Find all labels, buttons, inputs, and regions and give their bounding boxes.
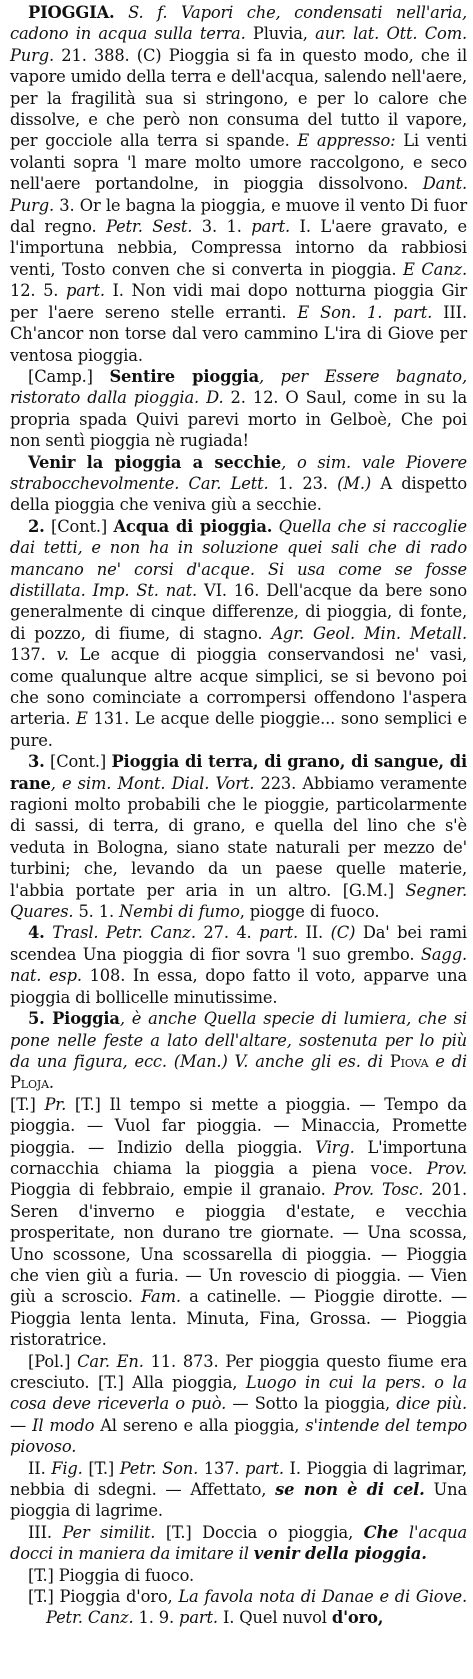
text-run: , è anche Quella specie di lumiera, che si pone nelle feste a lato dell'altare, sostenuta per lo più da una figura, ecc. (Man.) V. anche gli es. di bbox=[10, 1009, 467, 1071]
sense-4-traslato bbox=[10, 922, 467, 1008]
text-run: I. Pioggia di lagrimar, nebbia di sdegni. — Affettato, bbox=[10, 1458, 467, 1500]
text-run: A dispetto della pioggia che veniva giù a secchie. bbox=[10, 473, 467, 515]
text-run: 223. Abbiamo veramente ragioni molto probabili che le pioggie, particolarmente di sassi, di terra, di grano, e quella del lino che s'è veduta in Bologna, siano state naturali per mezzo de' turbini; che, levando da un paese quelle materie, l'abbia portate per aria in un altro. [G.M.] bbox=[10, 773, 467, 900]
text-run: Pr. bbox=[44, 1094, 67, 1114]
text-run: 2. bbox=[28, 516, 45, 536]
sense-2-acqua-di-pioggia bbox=[10, 516, 467, 751]
text-run: Pluvia, bbox=[245, 24, 316, 44]
text-run: l'acqua docci in maniera da imitare il bbox=[10, 1522, 468, 1564]
text-run: 11. 873. Per pioggia questo fiume era cresciuto. [T.] Alla pioggia, bbox=[10, 1351, 467, 1392]
text-run: 137. bbox=[198, 1458, 246, 1478]
text-run: Agr. Geol. Min. Metall. bbox=[271, 623, 467, 643]
text-run: Dant. Purg. bbox=[10, 174, 467, 215]
text-run: — Sotto la pioggia, bbox=[226, 1394, 397, 1414]
text-run: 1. 9. bbox=[133, 1608, 180, 1628]
text-run: Le acque di pioggia conservandosi ne' vasi, come qualunque altre acque simplici, se si bevono poi che sono cominciate a corrompersi offendono l'aspera arteria. bbox=[10, 645, 467, 729]
text-run: Car. En. bbox=[77, 1351, 144, 1371]
text-run: Trasl. Petr. Canz. bbox=[44, 923, 196, 943]
alla-pioggia-paragraph bbox=[10, 1351, 467, 1458]
text-run: 3. bbox=[28, 752, 45, 772]
text-run: Ploja bbox=[10, 1073, 49, 1093]
text-run: Prov. Tosc. bbox=[333, 1180, 424, 1200]
text-run: Sagg. nat. esp. bbox=[10, 944, 467, 986]
proverbs-paragraph bbox=[10, 1094, 467, 1351]
text-run: (M.) bbox=[337, 473, 372, 493]
text-run: Acqua di pioggia. bbox=[113, 516, 273, 536]
text-run: III. Ch'ancor non torse dal vero cammino L'ira di Giove per ventosa pioggia. bbox=[10, 302, 467, 365]
text-run: Pioggia di febbraio, empie il granaio. bbox=[10, 1180, 334, 1200]
text-run: Al sereno e alla pioggia, bbox=[94, 1415, 306, 1435]
text-run: , e sim. Mont. Dial. Vort. bbox=[50, 773, 255, 793]
text-run: Prov. bbox=[426, 1158, 467, 1178]
text-run: Fam. bbox=[140, 1287, 181, 1307]
text-run: Pioggia di terra, di grano, di sangue, di rane bbox=[10, 752, 467, 793]
text-run: 5. Pioggia bbox=[28, 1009, 120, 1029]
text-run: Che bbox=[363, 1522, 399, 1542]
text-run: part. bbox=[179, 1608, 218, 1628]
text-run: Quella che si raccoglie dai tetti, e non ha in soluzione quei sali che di rado mancano ne' corsi d'acque. Si usa come se fosse distillata. Imp. St. nat. bbox=[10, 516, 467, 600]
text-run: S. f. Vapori che, condensati nell'aria, cadono in acqua sulla terra. bbox=[10, 3, 467, 44]
text-run: E appresso: bbox=[297, 131, 396, 151]
text-run: part. bbox=[245, 1458, 284, 1478]
text-run: v. bbox=[56, 645, 69, 665]
text-run: Il modo bbox=[32, 1415, 95, 1435]
text-run: 12. 5. bbox=[10, 281, 66, 301]
sense-ii-figurato bbox=[10, 1458, 467, 1522]
text-run: II. bbox=[28, 1458, 52, 1478]
text-run: I. Quel nuvol bbox=[217, 1608, 332, 1628]
pioggia-d-oro bbox=[10, 1586, 467, 1629]
sense-venir-a-secchie bbox=[10, 452, 467, 516]
text-run: se non è di cel. bbox=[275, 1480, 425, 1500]
text-run: [T.] Il tempo si mette a pioggia. — Tempo da pioggia. — Vuol far pioggia. — Minaccia, Promette pioggia. — Indizio della pioggia. bbox=[10, 1094, 467, 1157]
text-run: [T.] Doccia o pioggia, bbox=[155, 1522, 364, 1542]
sense-sentire-pioggia bbox=[10, 366, 467, 452]
text-run: 3. 1. bbox=[192, 217, 252, 237]
text-run: s'intende del tempo piovoso. bbox=[10, 1415, 467, 1457]
text-run: [Pol.] bbox=[28, 1351, 78, 1371]
text-run: PIOGGIA. bbox=[28, 3, 115, 22]
text-run: 3. Or le bagna la pioggia, e muove il vento Di fuor dal regno. bbox=[10, 195, 467, 237]
text-run: 21. 388. (C) Pioggia si fa in questo modo, che il vapore umido della terra e dell'acqua, salendo nell'aere, per la fragilità sua si stringono, e per lo calore che dissolve, e che però non consuma del tutto il vapore, per gocciole alla terra si spande. bbox=[10, 45, 467, 151]
text-run: Piova bbox=[389, 1051, 429, 1071]
text-run: 2. 12. O Saul, come in su la propria spada Quivi parevi morto in Gelboè, Che poi non sentì pioggia nè rugiada! bbox=[10, 388, 468, 451]
text-run: Da' bei rami scendea Una pioggia di fior sovra 'l suo grembo. bbox=[10, 923, 467, 964]
text-run: Segner. Quares. bbox=[10, 880, 467, 922]
text-run: [T.] Pioggia di fuoco. bbox=[28, 1565, 195, 1585]
text-run: . bbox=[48, 1073, 54, 1093]
text-run: , o sim. vale Piovere strabocchevolmente. Car. Lett. bbox=[10, 452, 467, 493]
text-run: VI. 16. Dell'acque da bere sono generalmente di cinque differenze, di pioggia, di fonte, di pozzo, di fiume, di stagno. bbox=[10, 580, 467, 643]
text-run: Per similit. bbox=[62, 1522, 156, 1542]
text-run: [Cont.] bbox=[44, 516, 114, 536]
text-run: La favola nota di Danae e di Giove. Petr. Canz. bbox=[46, 1587, 468, 1628]
text-run: part. bbox=[259, 923, 298, 943]
text-run: part. bbox=[251, 217, 291, 237]
text-run: 27. 4. bbox=[195, 923, 260, 943]
text-run: I. Non vidi mai dopo notturna pioggia Gir per l'aere sereno stelle erranti. bbox=[10, 281, 467, 322]
text-run: 201. Seren d'inverno e pioggia d'estate, e vecchia prosperitate, non durano tre giornate. — Una scossa, Uno scossone, Una scossarella di pioggia. — Pioggia che vien giù a furia. — Un rovescio di pioggia. — Vien giù a scroscio. bbox=[10, 1180, 467, 1307]
text-run: e di bbox=[428, 1051, 467, 1071]
text-run: Fig. bbox=[51, 1458, 83, 1478]
text-run: E Son. 1. part. bbox=[297, 302, 433, 322]
text-run: Li venti volanti sopra 'l mare molto umore raccolgono, e seco nell'aere portandolne, in pioggia dissolvono. bbox=[10, 131, 467, 194]
text-run: E Canz. bbox=[403, 259, 467, 279]
text-run: 137. bbox=[10, 645, 57, 665]
text-run: d'oro, bbox=[331, 1608, 384, 1628]
text-run: (C) bbox=[330, 923, 356, 943]
pioggia-di-fuoco bbox=[10, 1565, 467, 1586]
text-run: venir della pioggia. bbox=[253, 1544, 427, 1564]
text-run: Petr. Son. bbox=[119, 1458, 199, 1478]
text-run: , piogge di fuoco. bbox=[239, 902, 380, 922]
text-run: Nembi di fumo bbox=[119, 902, 240, 922]
text-run: [T.] Pioggia d'oro, bbox=[28, 1587, 179, 1607]
text-run: Una pioggia di lagrime. bbox=[10, 1480, 467, 1521]
text-run: 1. 23. bbox=[268, 473, 338, 493]
text-run: [Cont.] bbox=[44, 752, 112, 772]
text-run: a catinelle. — Pioggie dirotte. — Pioggia lenta lenta. Minuta, Fina, Grossa. — Pioggia ristoratrice. bbox=[10, 1287, 467, 1350]
entry-definition bbox=[10, 2, 467, 366]
text-run: III. bbox=[28, 1522, 63, 1542]
sense-3-pioggia-di-terra bbox=[10, 751, 467, 922]
text-run: 4. bbox=[28, 923, 45, 943]
text-run: Sentire pioggia bbox=[109, 366, 259, 386]
text-run: Luogo in cui la pers. o la cosa deve riceverla o può. bbox=[10, 1373, 467, 1414]
text-run: Venir la pioggia a secchie bbox=[28, 452, 282, 472]
text-run: [T.] bbox=[82, 1458, 120, 1478]
text-run: dice più. bbox=[396, 1394, 467, 1414]
text-run: 108. In essa, dopo fatto il voto, apparve una pioggia di bollicelle minutissime. bbox=[10, 966, 467, 1007]
text-run: L'importuna cornacchia chiama la pioggia a piena voce. bbox=[10, 1137, 467, 1178]
text-run: II. bbox=[297, 923, 331, 943]
text-run: Petr. Sest. bbox=[105, 217, 193, 237]
text-run: [T.] bbox=[10, 1094, 45, 1114]
text-run: — bbox=[10, 1415, 33, 1435]
text-run: 131. Le acque delle pioggie... sono semplici e pure. bbox=[10, 709, 468, 750]
sense-5-lumiera bbox=[10, 1008, 467, 1094]
text-run: 5. 1. bbox=[73, 902, 119, 922]
text-run: aur. lat. Ott. Com. Purg. bbox=[10, 24, 468, 65]
text-run: I. L'aere gravato, e l'importuna nebbia, Compressa intorno da rabbiosi venti, Tosto conven che si converta in pioggia. bbox=[10, 217, 468, 279]
text-run: part. bbox=[65, 281, 105, 301]
sense-iii-per-similitudine bbox=[10, 1522, 467, 1565]
text-run: E bbox=[76, 709, 88, 729]
text-run: Virg. bbox=[315, 1137, 355, 1157]
text-run: , per Essere bagnato, ristorato dalla pioggia. D. bbox=[10, 366, 467, 408]
text-run: [Camp.] bbox=[28, 366, 110, 386]
